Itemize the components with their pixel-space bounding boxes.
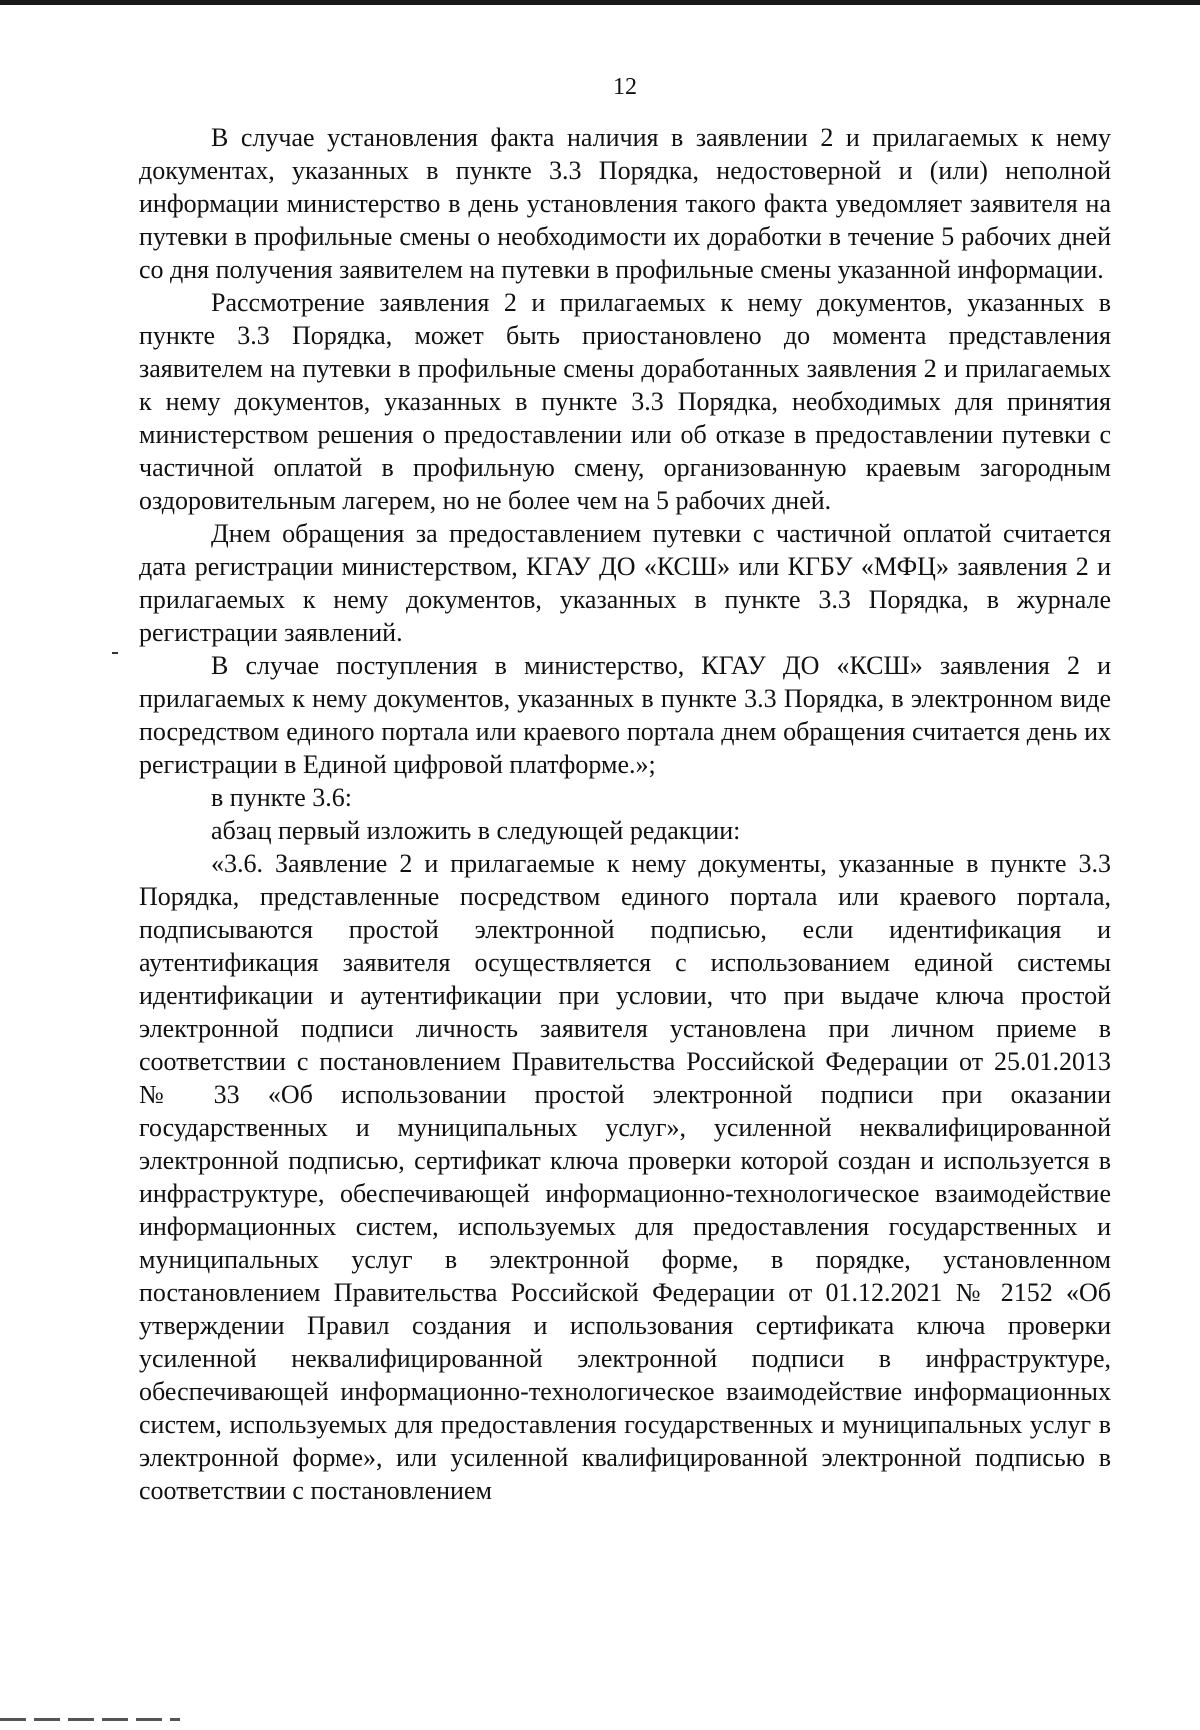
document-body: [139, 121, 1111, 1507]
paragraph: Днем обращения за предоставлением путевки с частичной оплатой считается дата регистрации министерством, КГАУ ДО «КСШ» или КГБУ «МФЦ» заявления 2 и прилагаемых к нему документов, указанных в пункте 3.3 Порядка, в журнале регистрации заявлений.: [139, 519, 1111, 647]
scan-margin-mark: [112, 652, 118, 654]
scan-top-border: [0, 0, 1200, 5]
paragraph: Рассмотрение заявления 2 и прилагаемых к нему документов, указанных в пункте 3.3 Порядка, может быть приостановлено до момента представления заявителем на путевки в профильные смены доработанных заявления 2 и прилагаемых к нему документов, указанных в пункте 3.3 Порядка, необходимых для принятия министерством решения о предоставлении или об отказе в предоставлении путевки с частичной оплатой в профильную смену, организованную краевым загородным оздоровительным лагерем, но не более чем на 5 рабочих дней.: [139, 288, 1111, 515]
paragraph: в пункте 3.6:: [211, 783, 353, 812]
paragraph: В случае установления факта наличия в заявлении 2 и прилагаемых к нему документах, указанных в пункте 3.3 Порядка, недостоверной и (или) неполной информации министерство в день установления такого факта уведомляет заявителя на путевки в профильные смены о необходимости их доработки в течение 5 рабочих дней со дня получения заявителем на путевки в профильные смены указанной информации.: [139, 123, 1111, 284]
scan-bottom-mark: [0, 1718, 180, 1721]
paragraph: абзац первый изложить в следующей редакции:: [211, 816, 741, 845]
page-number: 12: [613, 74, 637, 100]
paragraph: «3.6. Заявление 2 и прилагаемые к нему документы, указанные в пункте 3.3 Порядка, представленные посредством единого портала или краевого портала, подписываются простой электронной подписью, если идентификация и аутентификация заявителя осуществляется с использованием единой системы идентификации и аутентификации при условии, что при выдаче ключа простой электронной подписи личность заявителя установлена при личном приеме в соответствии с постановлением Правительства Российской Федерации от 25.01.2013 № 33 «Об использовании простой электронной подписи при оказании государственных и муниципальных услуг», усиленной неквалифицированной электронной подписью, сертификат ключа проверки которой создан и используется в инфраструктуре, обеспечивающей информационно-технологическое взаимодействие информационных систем, используемых для предоставления государственных и муниципальных услуг в электронной форме, в порядке, установленном постановлением Правительства Российской Федерации от 01.12.2021 № 2152 «Об утверждении Правил создания и использования сертификата ключа проверки усиленной неквалифицированной электронной подписи в инфраструктуре, обеспечивающей информационно-технологическое взаимодействие информационных систем, используемых для предоставления государственных и муниципальных услуг в электронной форме», или усиленной квалифицированной электронной подписью в соответствии с постановлением: [139, 849, 1111, 1505]
paragraph: В случае поступления в министерство, КГАУ ДО «КСШ» заявления 2 и прилагаемых к нему документов, указанных в пункте 3.3 Порядка, в электронном виде посредством единого портала или краевого портала днем обращения считается день их регистрации в Единой цифровой платформе.»;: [139, 651, 1111, 779]
